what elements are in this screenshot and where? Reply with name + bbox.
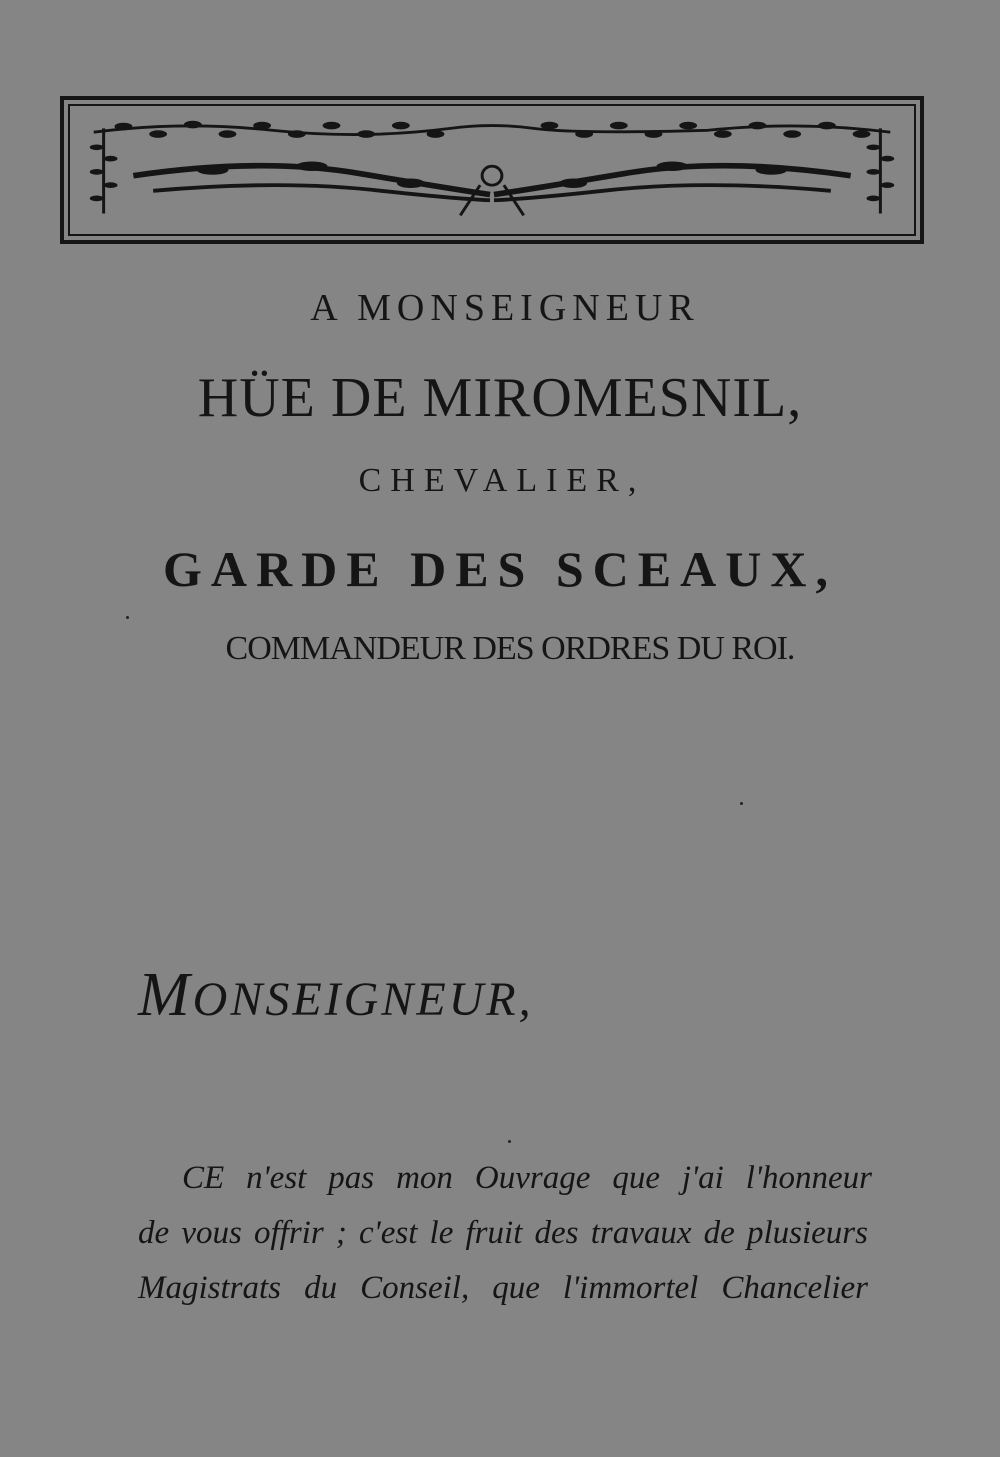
speck <box>740 802 743 805</box>
body-line-2: de vous offrir ; c'est le fruit des travaux de plusieurs <box>138 1215 868 1251</box>
dedication-line-4: GARDE DES SCEAUX, <box>163 541 837 597</box>
dedication-line-1: A MONSEIGNEUR <box>310 287 700 329</box>
salutation-rest: ONSEIGNEUR, <box>192 973 534 1026</box>
dedication-line-5: COMMANDEUR DES ORDRES DU ROI. <box>225 630 795 667</box>
salutation <box>138 960 534 1031</box>
body-line-1: CE n'est pas mon Ouvrage que j'ai l'honneur <box>182 1160 872 1196</box>
speck <box>508 1140 511 1143</box>
dedication-line-3: CHEVALIER, <box>358 462 646 499</box>
salutation-initial: M <box>138 961 193 1029</box>
laurel-ornament-icon <box>60 96 924 244</box>
dedication-line-2: HÜE DE MIROMESNIL, <box>197 367 803 429</box>
body-line-3: Magistrats du Conseil, que l'immortel Chancelier <box>138 1270 868 1306</box>
speck <box>126 616 129 619</box>
